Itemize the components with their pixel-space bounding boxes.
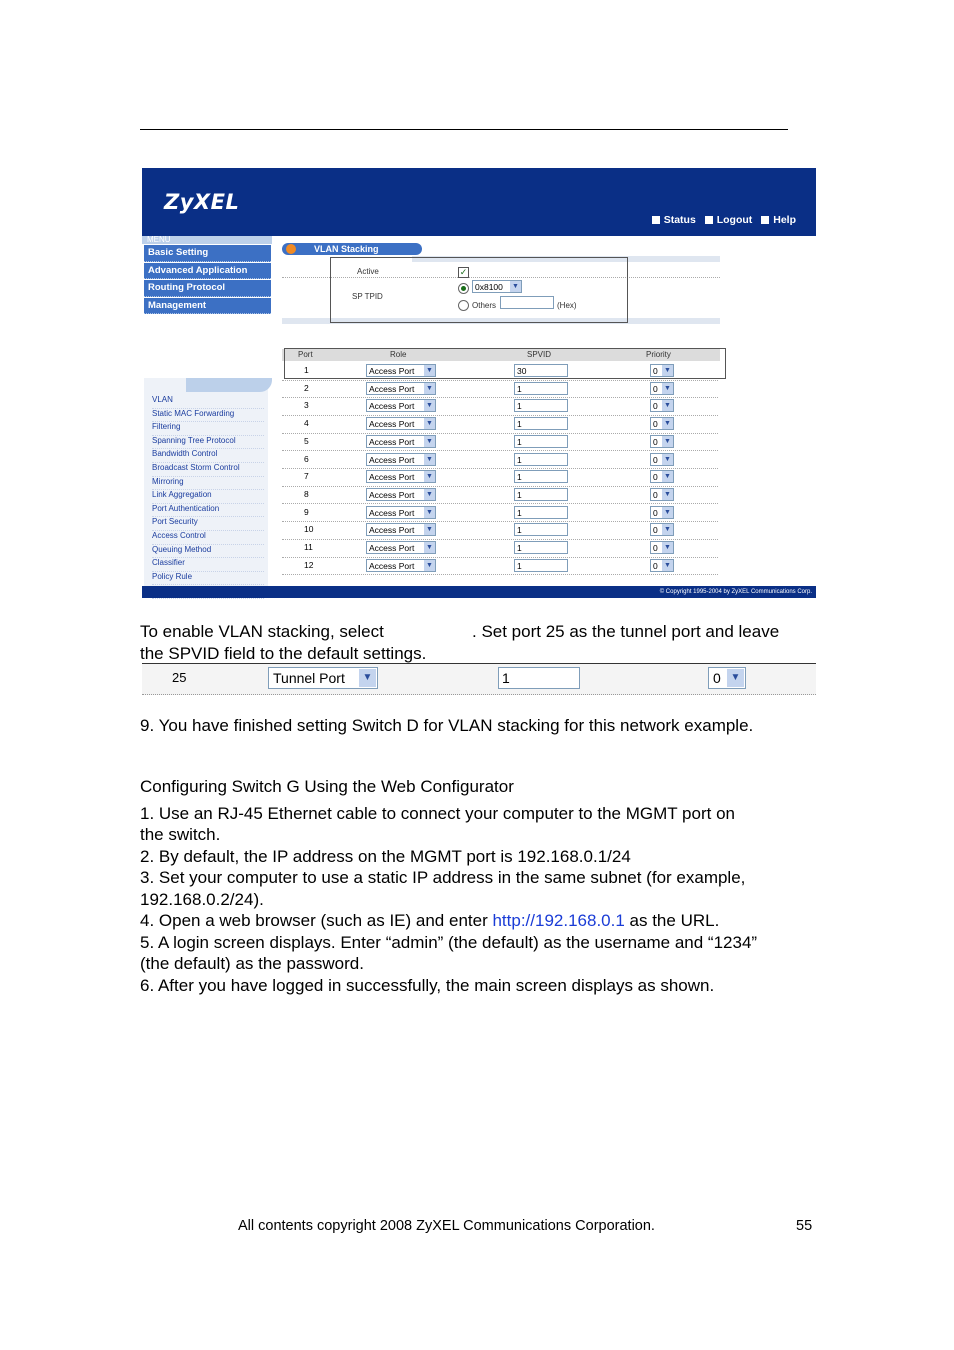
step2: 2. By default, the IP address on the MGMT port is 192.168.0.1/24 [140,847,631,866]
main-menu [144,245,271,315]
chevron-down-icon: ▼ [727,669,744,687]
spvid-input[interactable]: 1 [514,417,568,430]
enable-line1-a: To enable VLAN stacking, select [140,622,384,641]
step3-a: 3. Set your computer to use a static IP address in the same subnet (for example, [140,868,746,887]
spvid-input[interactable]: 1 [514,435,568,448]
enable-line2: the SPVID field to the default settings. [140,644,427,663]
spvid-input[interactable]: 1 [514,399,568,412]
chevron-down-icon: ▼ [662,436,673,447]
logout-icon [705,216,713,224]
active-highlight-box [330,257,628,323]
submenu-item[interactable] [152,598,264,600]
submenu-item[interactable]: Link Aggregation [152,489,264,504]
chevron-down-icon: ▼ [662,471,673,482]
tpid-select[interactable]: 0x8100 ▼ [472,280,522,293]
logout-link[interactable]: Logout [705,214,753,226]
role-select[interactable]: Access Port ▼ [366,435,436,448]
header-bar [142,168,816,236]
port-number: 1 [304,365,309,375]
step1-b: the switch. [140,825,221,844]
col-role: Role [390,350,407,359]
hex-label: (Hex) [557,301,577,310]
chevron-down-icon: ▼ [662,542,673,553]
submenu-item[interactable]: Access Control [152,530,264,545]
submenu-panel [144,378,268,598]
step4: 4. Open a web browser (such as IE) and enter http://192.168.0.1 as the URL. [140,911,720,930]
page-number: 55 [796,1218,813,1234]
footer-copyright: All contents copyright 2008 ZyXEL Communications Corporation. [238,1218,655,1234]
port25-priority-select[interactable]: 0 ▼ [708,667,746,689]
chevron-down-icon: ▼ [424,365,435,376]
priority-select[interactable]: 0 ▼ [650,541,674,554]
table-row [282,380,718,399]
chevron-down-icon: ▼ [424,454,435,465]
step1-a: 1. Use an RJ-45 Ethernet cable to connect your computer to the MGMT port on [140,804,735,823]
screenshot-footer: © Copyright 1995-2004 by ZyXEL Communications Corp. [142,586,816,598]
zyxel-logo: ZyXEL [164,190,240,214]
chevron-down-icon: ▼ [662,454,673,465]
port25-role-select[interactable]: Tunnel Port ▼ [268,667,378,689]
table-row [282,557,718,576]
chevron-down-icon: ▼ [424,471,435,482]
spvid-input[interactable]: 1 [514,541,568,554]
submenu-item[interactable]: Spanning Tree Protocol [152,435,264,450]
status-link[interactable]: Status [652,214,696,226]
menu-management[interactable]: Management [144,298,271,315]
table-row [282,433,718,452]
section-title: VLAN Stacking [282,243,422,255]
submenu-tab [186,378,272,392]
chevron-down-icon: ▼ [662,400,673,411]
priority-select[interactable]: 0 ▼ [650,435,674,448]
chevron-down-icon: ▼ [424,418,435,429]
table-row [282,521,718,540]
submenu-item[interactable]: Queuing Method [152,544,264,559]
submenu-item[interactable]: Policy Rule [152,571,264,586]
web-configurator-screenshot [142,168,816,600]
step3-b: 192.168.0.2/24). [140,890,264,909]
chevron-down-icon: ▼ [662,507,673,518]
port-number: 7 [304,471,309,482]
port-number: 5 [304,435,309,446]
chevron-down-icon: ▼ [359,669,376,687]
chevron-down-icon: ▼ [662,489,673,500]
table-row [282,451,718,470]
role-select[interactable]: Access Port ▼ [366,559,436,572]
port-number: 8 [304,488,309,499]
chevron-down-icon: ▼ [662,365,673,376]
role-select[interactable]: Access Port ▼ [366,488,436,501]
port-number: 4 [304,418,309,429]
submenu-item[interactable]: Port Security [152,516,264,531]
port1-highlight-box [284,348,726,379]
others-label: Others [472,301,497,310]
role-select[interactable]: Access Port ▼ [366,399,436,412]
submenu-item[interactable]: VLAN [152,394,264,409]
help-icon [761,216,769,224]
table-row [282,415,718,434]
submenu-item[interactable]: Static MAC Forwarding [152,408,264,423]
menu-basic-setting[interactable]: Basic Setting [144,245,271,262]
chevron-down-icon: ▼ [424,560,435,571]
priority-select[interactable]: 0 ▼ [650,364,674,377]
vlan-stacking-panel [282,243,816,600]
role-select[interactable]: Access Port ▼ [366,541,436,554]
port25-spvid-input[interactable]: 1 [498,667,580,689]
table-row [282,539,718,558]
role-select[interactable]: Access Port ▼ [366,453,436,466]
role-select[interactable]: Access Port ▼ [366,382,436,395]
chevron-down-icon: ▼ [424,507,435,518]
port-number: 3 [304,400,309,411]
submenu-item[interactable]: Classifier [152,557,264,572]
enable-line1-b: . Set port 25 as the tunnel port and leave [472,622,780,641]
chevron-down-icon: ▼ [424,383,435,394]
chevron-down-icon: ▼ [662,524,673,535]
chevron-down-icon: ▼ [510,281,521,292]
menu-advanced-application[interactable]: Advanced Application [144,263,271,280]
chevron-down-icon: ▼ [424,489,435,500]
submenu-item[interactable]: Broadcast Storm Control [152,462,264,477]
port-number: 9 [304,506,309,517]
priority-select[interactable]: 0 ▼ [650,523,674,536]
submenu-item[interactable]: Mirroring [152,476,264,491]
spvid-input[interactable]: 1 [514,488,568,501]
port-number: 2 [304,382,309,393]
spvid-input[interactable]: 30 [514,364,568,377]
priority-select[interactable]: 0 ▼ [650,470,674,483]
priority-select[interactable]: 0 ▼ [650,399,674,412]
table-row [282,486,718,505]
role-select[interactable]: Access Port ▼ [366,364,436,377]
step9: 9. You have finished setting Switch D for VLAN stacking for this network example. [140,716,754,735]
active-label: Active [357,267,379,276]
port-number: 6 [304,453,309,464]
port25-number: 25 [172,670,187,685]
port-number: 12 [304,559,314,570]
url-link[interactable]: http://192.168.0.1 [492,911,625,930]
spvid-input[interactable]: 1 [514,382,568,395]
col-priority: Priority [646,350,671,359]
spvid-input[interactable]: 1 [514,559,568,572]
submenu-item[interactable]: Bandwidth Control [152,448,264,463]
table-row [282,397,718,416]
table-row [282,504,718,523]
spvid-input[interactable]: 1 [514,506,568,519]
submenu-item[interactable]: Filtering [152,421,264,436]
chevron-down-icon: ▼ [662,560,673,571]
top-rule [140,129,788,130]
menu-routing-protocol[interactable]: Routing Protocol [144,280,271,297]
role-select[interactable]: Access Port ▼ [366,523,436,536]
help-link[interactable]: Help [761,214,796,226]
spvid-input[interactable]: 1 [514,470,568,483]
section-heading: Configuring Switch G Using the Web Configurator [140,777,514,796]
priority-select[interactable]: 0 ▼ [650,488,674,501]
chevron-down-icon: ▼ [424,436,435,447]
port-number: 11 [304,542,313,552]
chevron-down-icon: ▼ [662,418,673,429]
priority-select[interactable]: 0 ▼ [650,417,674,430]
step5-b: (the default) as the password. [140,954,364,973]
status-icon [652,216,660,224]
role-select[interactable]: Access Port ▼ [366,470,436,483]
priority-select[interactable]: 0 ▼ [650,382,674,395]
col-spvid: SPVID [527,350,552,359]
port-number: 10 [304,524,314,535]
role-select[interactable]: Access Port ▼ [366,417,436,430]
step6: 6. After you have logged in successfully, the main screen displays as shown. [140,976,715,995]
step5-a: 5. A login screen displays. Enter “admin” (the default) as the username and “1234” [140,933,758,952]
active-checkbox[interactable]: ✓ [459,267,468,277]
priority-select[interactable]: 0 ▼ [650,506,674,519]
port25-strip [142,663,816,695]
table-row [282,468,718,487]
chevron-down-icon: ▼ [424,542,435,553]
chevron-down-icon: ▼ [424,524,435,535]
chevron-down-icon: ▼ [662,383,673,394]
priority-select[interactable]: 0 ▼ [650,559,674,572]
section-bullet-icon [286,244,296,254]
priority-select[interactable]: 0 ▼ [650,453,674,466]
chevron-down-icon: ▼ [424,400,435,411]
col-port: Port [298,350,313,359]
side-menu [142,236,272,600]
menu-label: MENU [142,236,272,244]
role-select[interactable]: Access Port ▼ [366,506,436,519]
header-links [646,214,796,226]
spvid-input[interactable]: 1 [514,523,568,536]
spvid-input[interactable]: 1 [514,453,568,466]
submenu-item[interactable]: Port Authentication [152,503,264,518]
sp-tpid-label: SP TPID [352,292,383,301]
